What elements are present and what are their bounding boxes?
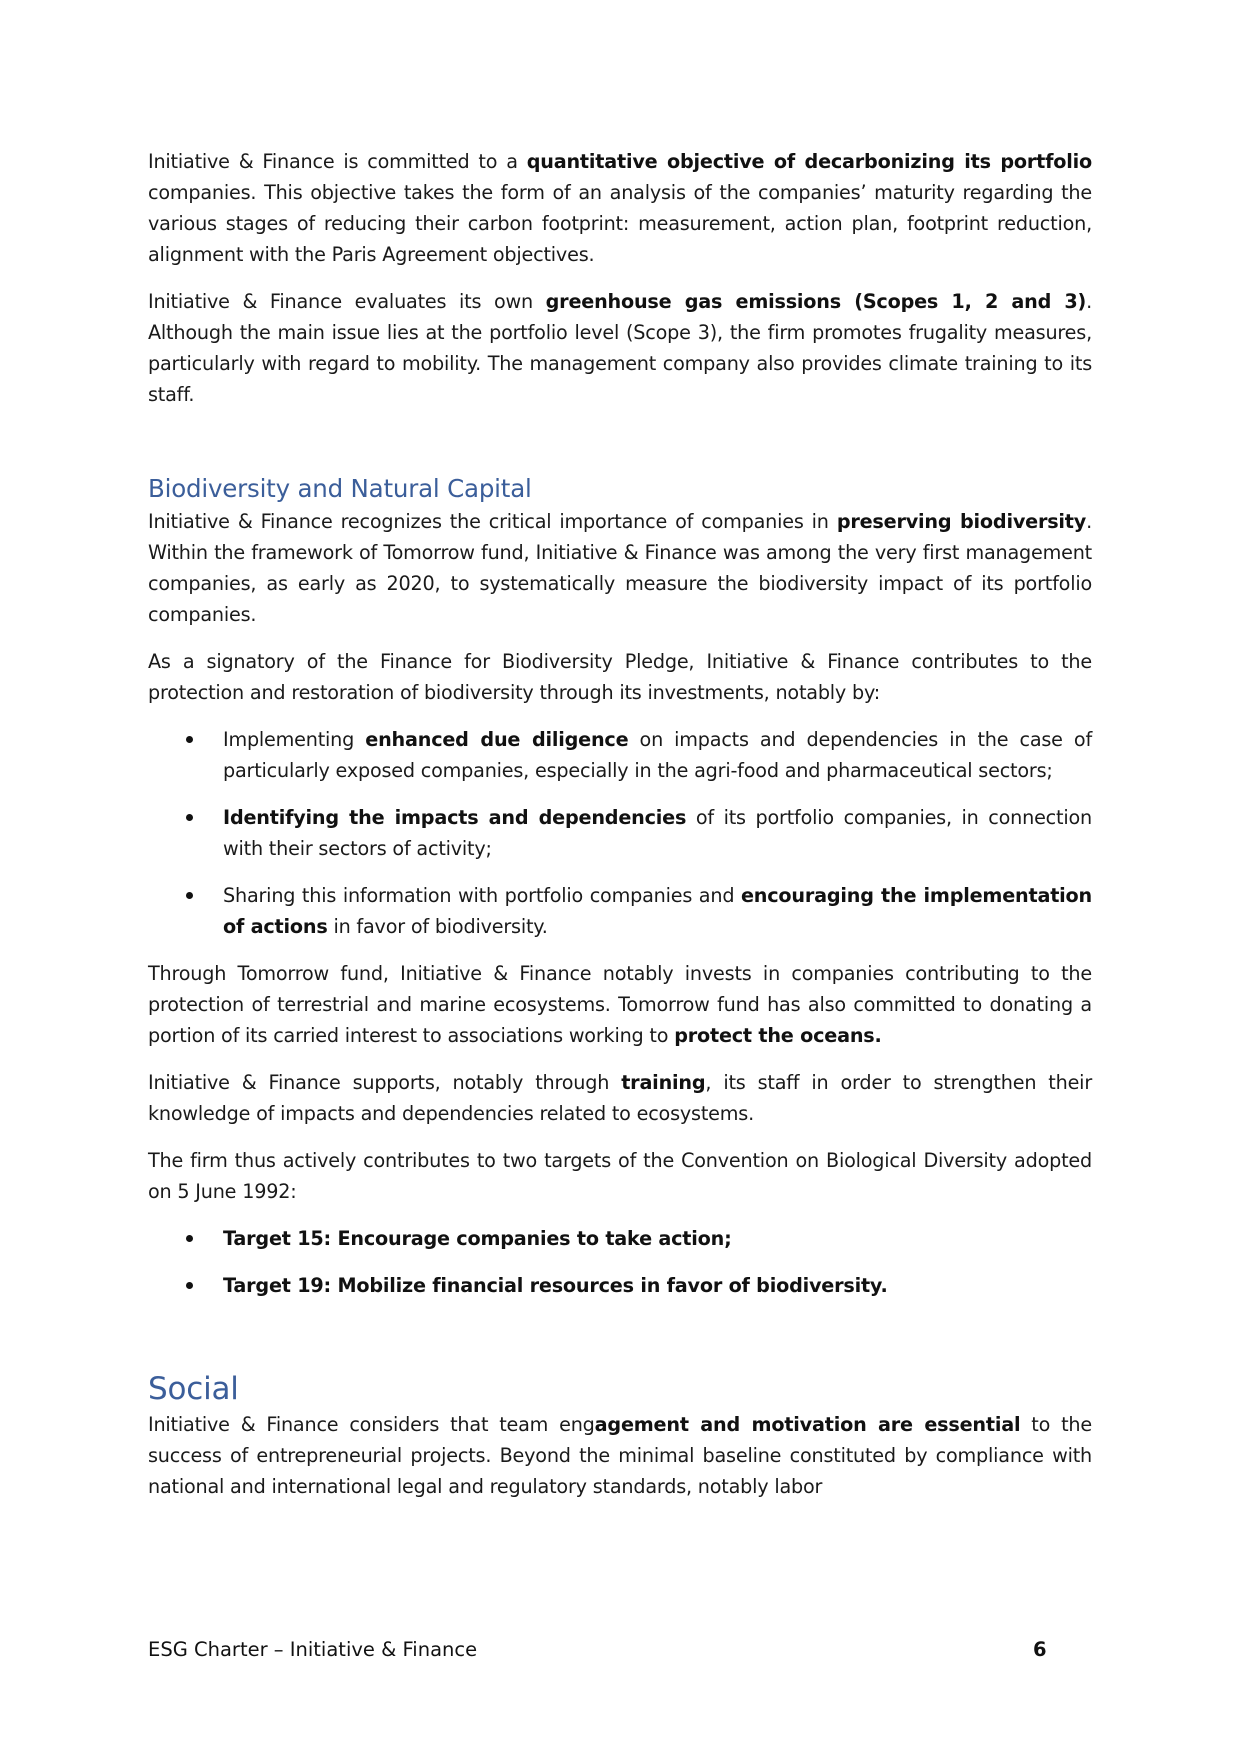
list-item [148,1270,1092,1301]
biodiversity-paragraph-2: As a signatory of the Finance for Biodiversity Pledge, Initiative & Finance contributes to the protection and restoration of biodiversity through its investments, notably by: [148,650,1092,704]
emphasis-text: protect the oceans. [674,1024,882,1047]
target-text: Target 19: Mobilize financial resources in favor of biodiversity. [223,1274,888,1297]
page-number: 6 [1033,1638,1047,1661]
list-item [148,880,1092,942]
footer-title: ESG Charter – Initiative & Finance [148,1638,478,1661]
social-paragraph-1 [148,1409,1092,1502]
text: Initiative & Finance is committed to a [148,150,527,173]
page-footer [148,1636,1048,1664]
biodiversity-paragraph-1 [148,506,1092,630]
text: Through Tomorrow fund, Initiative & Finance notably invests in companies contributing to the protection of terrestrial and marine ecosystems. Tomorrow fund has also committed to donating a portion of its carried interest to associations working to [148,962,1092,1047]
bullet-icon [186,736,193,743]
emphasis-text: agement and motivation are essential [594,1413,1021,1436]
bullet-icon [186,1235,193,1242]
text: on impacts and dependencies in the case of particularly exposed companies, especially in the agri-food and pharmaceutical sectors; [223,728,1092,782]
climate-paragraph-1 [148,146,1092,270]
text: Initiative & Finance supports, notably through [148,1071,622,1094]
bullet-icon [186,814,193,821]
emphasis-text: quantitative objective of decarbonizing its portfolio [526,150,1092,173]
text: Implementing [223,728,366,751]
emphasis-text: training [621,1071,706,1094]
target-text: Target 15: Encourage companies to take action; [223,1227,732,1250]
climate-paragraph-2 [148,286,1092,410]
text: to the success of entrepreneurial projects. Beyond the minimal baseline constituted by compliance with national and international legal and regulatory standards, notably labor [148,1413,1092,1498]
list-item [148,802,1092,864]
social-heading: Social [148,1371,239,1407]
emphasis-text: Identifying the impacts and dependencies [223,806,687,829]
emphasis-text: preserving biodiversity [836,510,1087,533]
text: . Within the framework of Tomorrow fund, Initiative & Finance was among the very first management companies, as early as 2020, to systematically measure the biodiversity impact of its portfolio companies. [148,510,1092,626]
emphasis-text: greenhouse gas emissions (Scopes 1, 2 and 3) [545,290,1087,313]
text: companies. This objective takes the form of an analysis of the companies’ maturity regarding the various stages of reducing their carbon footprint: measurement, action plan, footprint reduction, alignment with the Paris Agreement objectives. [148,181,1092,266]
emphasis-text: enhanced due diligence [365,728,629,751]
biodiversity-heading: Biodiversity and Natural Capital [148,474,532,503]
text: Initiative & Finance recognizes the critical importance of companies in [148,510,837,533]
emphasis-text: encouraging the implementation of actions [223,884,1093,938]
text: Initiative & Finance evaluates its own [148,290,546,313]
biodiversity-actions-list [148,724,1092,942]
text: in favor of biodiversity. [327,915,548,938]
biodiversity-paragraph-4 [148,1067,1092,1129]
text: Sharing this information with portfolio companies and [223,884,741,907]
list-item [148,724,1092,786]
cbd-targets-list [148,1223,1092,1301]
bullet-icon [186,892,193,899]
biodiversity-paragraph-5: The firm thus actively contributes to two targets of the Convention on Biological Diversity adopted on 5 June 1992: [148,1149,1092,1203]
bullet-icon [186,1282,193,1289]
biodiversity-paragraph-3 [148,958,1092,1051]
text: of its portfolio companies, in connection with their sectors of activity; [223,806,1092,860]
text: . Although the main issue lies at the portfolio level (Scope 3), the firm promotes frugality measures, particularly with regard to mobility. The management company also provides climate training to its staff. [148,290,1093,406]
text: , its staff in order to strengthen their knowledge of impacts and dependencies related to ecosystems. [148,1071,1093,1125]
document-page [148,146,1092,1518]
text: Initiative & Finance considers that team eng [148,1413,595,1436]
list-item [148,1223,1092,1254]
